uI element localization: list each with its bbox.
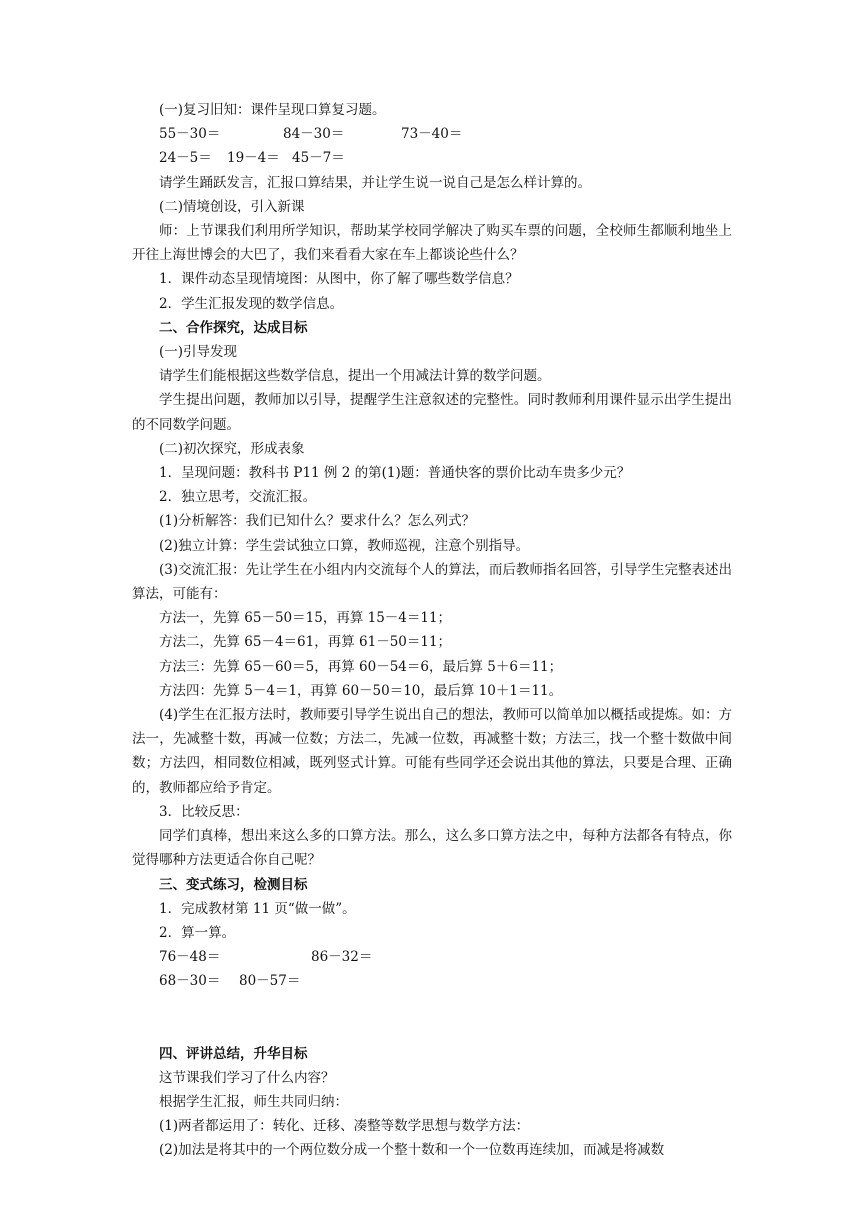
paragraph: 这节课我们学习了什么内容？: [159, 1069, 335, 1086]
review-problem: 84－30＝: [283, 126, 345, 143]
method-line: 方法三：先算 65－60＝5，再算 60－54＝6，最后算 5＋6＝11；: [159, 658, 563, 675]
section-heading: 四、评讲总结，升华目标: [159, 1045, 308, 1062]
paragraph: 1．课件动态呈现情境图：从图中，你了解了哪些数学信息？: [159, 271, 519, 288]
paragraph: (4)学生在汇报方法时，教师要引导学生说出自己的想法，教师可以简单加以概括或提炼。如：方法一，先减整十数，再减一位数；方法二，先减一位数，再减整十数；方法三，找一个整十数做中间数；方法四，相同数位相减，既列竖式计算。可能有些同学还会说出其他的算法，只要是合理、正确的，教师都应给予肯定。: [132, 707, 732, 796]
review-heading: (一)复习旧知：课件呈现口算复习题。: [159, 102, 386, 118]
section-heading: 二、合作探究，达成目标: [159, 319, 308, 336]
paragraph: 1．呈现问题：教科书 P11 例 2 的第(1)题：普通快客的票价比动车贵多少元？: [159, 465, 631, 482]
review-problem: 73－40＝: [401, 126, 463, 143]
practice-problem: 80－57＝: [239, 973, 301, 990]
spacer: [132, 994, 732, 1042]
paragraph: 学生提出问题，教师加以引导，提醒学生注意叙述的完整性。同时教师利用课件显示出学生提出的不同数学问题。: [132, 392, 732, 433]
review-problem: 55－30＝: [159, 126, 221, 143]
subheading: (二)初次探究，形成表象: [159, 440, 305, 457]
paragraph: (2)加法是将其中的一个两位数分成一个整十数和一个一位数再连续加，而减是将减数: [159, 1142, 665, 1159]
review-problem: 24－5＝: [159, 150, 212, 167]
method-line: 方法二，先算 65－4＝61，再算 61－50＝11；: [159, 634, 452, 651]
document-body: [132, 98, 732, 1163]
practice-problem: 76－48＝: [159, 949, 221, 966]
paragraph: (3)交流汇报：先让学生在小组内内交流每个人的算法，而后教师指名回答，引导学生完整表述出算法，可能有：: [132, 561, 732, 603]
practice-problems-row-1: [132, 945, 732, 969]
practice-problems-row-2: [132, 969, 732, 993]
subheading: (一)引导发现: [159, 344, 238, 361]
paragraph: 2．独立思考，交流汇报。: [159, 489, 317, 506]
subheading: (二)情境创设，引入新课: [159, 198, 305, 215]
practice-problem: 68－30＝: [159, 973, 221, 990]
paragraph: 1．完成教材第 11 页“做一做”。: [159, 900, 356, 917]
paragraph: 2．算一算。: [159, 924, 236, 941]
paragraph: 2．学生汇报发现的数学信息。: [159, 295, 344, 312]
method-line: 方法一，先算 65－50＝15，再算 15－4＝11；: [159, 610, 452, 627]
paragraph: (2)独立计算：学生尝试独立口算，教师巡视，注意个别指导。: [159, 537, 530, 554]
paragraph: 3．比较反思：: [159, 803, 249, 820]
section-heading: 三、变式练习，检测目标: [159, 876, 308, 893]
review-problem: 19－4＝: [227, 150, 280, 167]
paragraph: 根据学生汇报，师生共同归纳：: [159, 1093, 348, 1110]
paragraph: 同学们真棒，想出来这么多的口算方法。那么，这么多口算方法之中，每种方法都各有特点，你觉得哪种方法更适合你自己呢？: [132, 828, 732, 869]
paragraph: 师：上节课我们利用所学知识，帮助某学校同学解决了购买车票的问题，全校师生都顺利地坐上开往上海世博会的大巴了，我们来看看大家在车上都谈论些什么？: [132, 223, 732, 264]
review-problems-row-2: [132, 146, 732, 170]
review-problems-row-1: [132, 122, 732, 146]
paragraph: (1)分析解答：我们已知什么？要求什么？怎么列式？: [159, 513, 476, 530]
paragraph: (1)两者都运用了：转化、迁移、凑整等数学思想与数学方法：: [159, 1118, 530, 1135]
practice-problem: 86－32＝: [311, 949, 373, 966]
paragraph: 请学生们能根据这些数学信息，提出一个用减法计算的数学问题。: [159, 368, 551, 385]
method-line: 方法四：先算 5－4＝1，再算 60－50＝10，最后算 10＋1＝11。: [159, 682, 563, 699]
paragraph: 请学生踊跃发言，汇报口算结果，并让学生说一说自己是怎么样计算的。: [159, 174, 591, 191]
review-problem: 45－7＝: [292, 150, 345, 167]
